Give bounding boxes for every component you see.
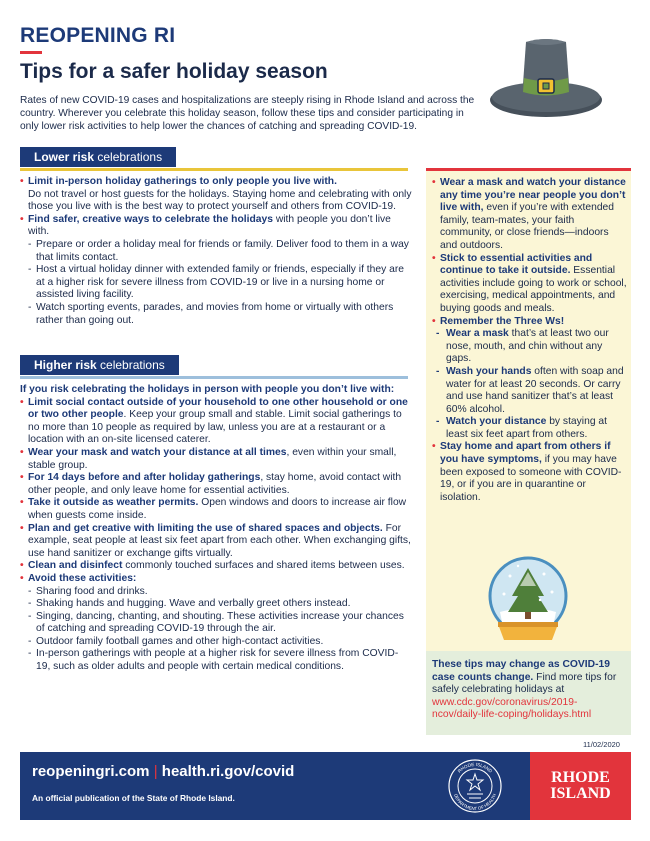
avoid-item: - Singing, dancing, chanting, and shouting. These activities increase your chances of catching and spreading COVID-19 through the air. xyxy=(20,611,412,636)
sub-item: - Host a virtual holiday dinner with extended family or friends, especially if they are at a higher risk for severe illness from COVID-19 or live in a nursing home or assisted living facility. xyxy=(20,264,412,302)
list-item: • Plan and get creative with limiting the use of shared spaces and objects. For example, seat people at least six feet apart from each other. When exchanging gifts, use hand sanitizer or exchange gifts virtually. xyxy=(20,523,412,561)
brand-underline xyxy=(20,51,42,54)
list-item: • Avoid these activities: xyxy=(20,573,412,586)
list-item: • Limit social contact outside of your household to one other household or one or two other people. Keep your group small and stable. Limit social gatherings to no more than 10 people as required by law, unless you are at a restaurant or a location with an on-site licensed caterer. xyxy=(20,397,412,447)
higher-risk-rule xyxy=(20,376,408,379)
three-ws-item: - Watch your distance by staying at least six feet apart from others. xyxy=(432,416,628,441)
higher-risk-list xyxy=(20,384,412,674)
list-item: • Limit in-person holiday gatherings to only people you live with. Do not travel or host guests for the holidays. Staying home and celebrating with only those you live with is the best way to protect yourself and others from COVID-19. xyxy=(20,176,412,214)
sub-item: - Prepare or order a holiday meal for friends or family. Deliver food to them in a way that limits contact. xyxy=(20,239,412,264)
svg-text:RHODE ISLAND: RHODE ISLAND xyxy=(456,761,494,774)
rhode-island-logo: RHODE ISLAND xyxy=(530,752,631,820)
footer-subtitle: An official publication of the State of Rhode Island. xyxy=(32,793,235,803)
three-ws-item: - Wear a mask that’s at least two our nose, mouth, and chin without any gaps. xyxy=(432,328,628,366)
health-link[interactable]: health.ri.gov/covid xyxy=(161,763,295,780)
higher-risk-heading: Higher risk celebrations xyxy=(20,355,179,375)
page-title: Tips for a safer holiday season xyxy=(20,60,328,83)
list-item: • Take it outside as weather permits. Open windows and doors to increase air flow when guests come inside. xyxy=(20,497,412,522)
snow-globe-icon xyxy=(482,552,574,644)
brand-title: REOPENING RI xyxy=(20,24,176,47)
publication-date: 11/02/2020 xyxy=(583,740,620,749)
list-item: • Remember the Three Ws! xyxy=(432,316,628,329)
avoid-item: - In-person gatherings with people at a higher risk for severe illness from COVID-19, such as older adults and people with certain medical conditions. xyxy=(20,648,412,673)
avoid-item: - Sharing food and drinks. xyxy=(20,586,412,599)
cdc-link[interactable]: www.cdc.gov/coronavirus/2019-ncov/daily-life-coping/holidays.html xyxy=(432,696,592,721)
footer-separator: | xyxy=(153,763,158,780)
list-item: • Wear your mask and watch your distance at all times, even within your small, stable group. xyxy=(20,447,412,472)
sidebar-list xyxy=(432,177,628,504)
list-item: • Wear a mask and watch your distance any time you’re near people you don’t live with, even if you’re with extended family, team-mates, your faith community, or close friends—indoors and outdoors. xyxy=(432,177,628,253)
list-item: • Find safer, creative ways to celebrate the holidays with people you don’t live with. xyxy=(20,214,412,239)
lower-risk-rule xyxy=(20,168,408,171)
avoid-item: - Outdoor family football games and other high-contact activities. xyxy=(20,636,412,649)
list-item: • Clean and disinfect commonly touched surfaces and shared items between uses. xyxy=(20,560,412,573)
tips-box: These tips may change as COVID-19 case counts change. Find more tips for safely celebrating holidays at www.cdc.gov/coronavirus/2019-ncov/daily-life-coping/holidays.html xyxy=(426,651,631,735)
avoid-item: - Shaking hands and hugging. Wave and verbally greet others instead. xyxy=(20,598,412,611)
intro-paragraph: Rates of new COVID-19 cases and hospitalizations are steeply rising in Rhode Island and across the country. Wherever you celebrate this holiday season, follow these tips and consider participating in only lower risk activities to help lower the chances of catching and spreading COVID-19. xyxy=(20,95,475,132)
three-ws-item: - Wash your hands often with soap and water for at least 20 seconds. Or carry and use hand sanitizer that’s at least 60% alcohol. xyxy=(432,366,628,416)
list-item: • For 14 days before and after holiday gatherings, stay home, avoid contact with other people, and only leave home for essential activities. xyxy=(20,472,412,497)
list-item: • Stay home and apart from others if you have symptoms, if you may have been exposed to someone with COVID-19, or if you are in quarantine or isolation. xyxy=(432,441,628,504)
pilgrim-hat-icon xyxy=(486,28,606,124)
list-item: • Stick to essential activities and continue to take it outside. Essential activities include going to work or school, exercising, medical appointments, and buying goods and meals. xyxy=(432,253,628,316)
department-of-health-seal-icon xyxy=(447,758,503,814)
higher-risk-lead: If you risk celebrating the holidays in person with people you don’t live with: xyxy=(20,384,395,395)
footer xyxy=(20,752,631,820)
lower-risk-list xyxy=(20,176,412,327)
svg-text:DEPARTMENT OF HEALTH: DEPARTMENT OF HEALTH xyxy=(453,793,497,812)
reopeningri-link[interactable]: reopeningri.com xyxy=(32,763,150,780)
sub-item: - Watch sporting events, parades, and movies from home or virtually with others rather than going out. xyxy=(20,302,412,327)
footer-urls xyxy=(32,763,294,780)
lower-risk-heading: Lower risk celebrations xyxy=(20,147,176,167)
